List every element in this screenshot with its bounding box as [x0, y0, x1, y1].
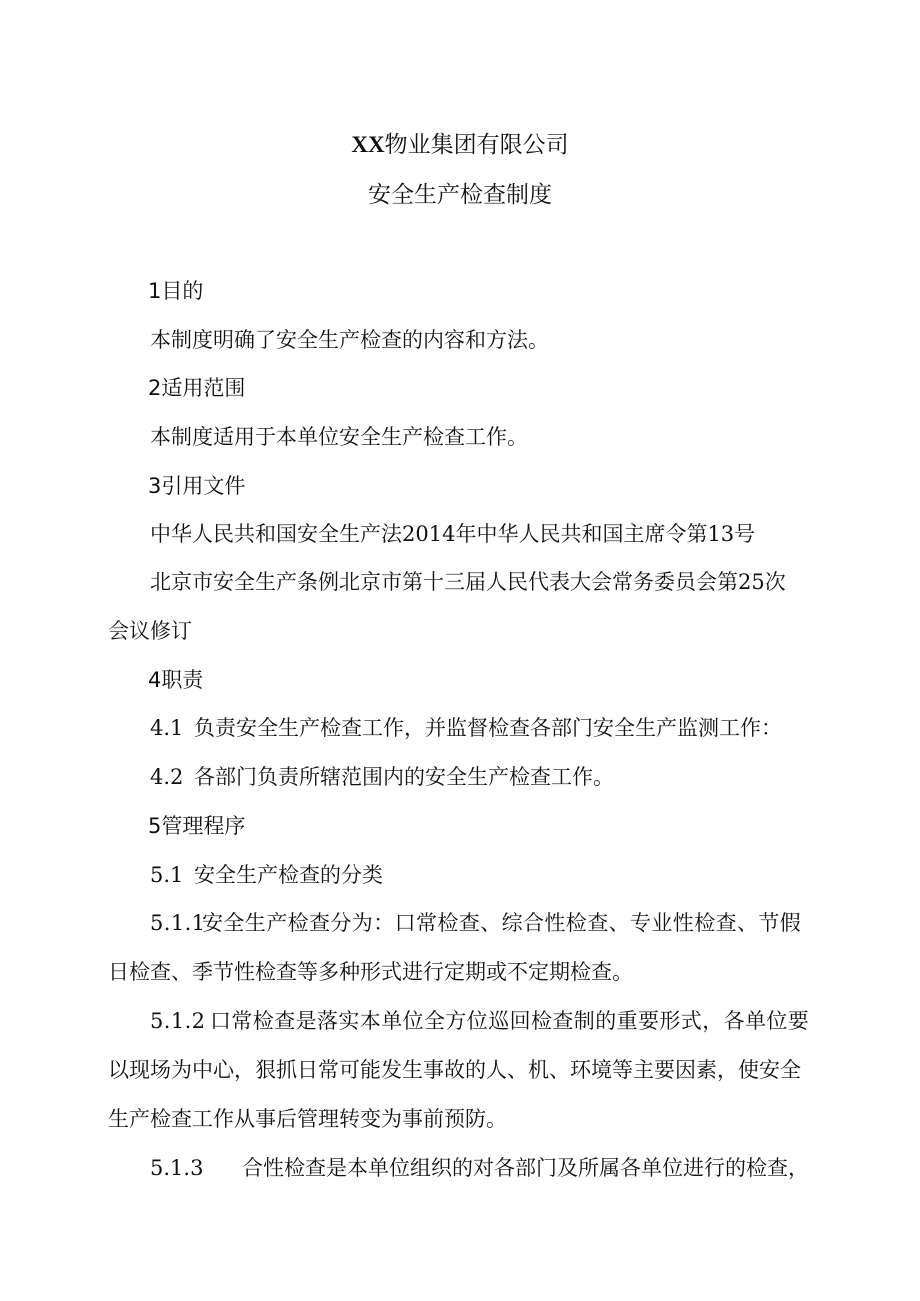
section-5-number: 5 [148, 814, 162, 838]
para-5-1-3-line-1 [150, 1153, 809, 1183]
item-4-2 [150, 762, 614, 792]
section-1-title: 目的 [161, 279, 204, 303]
subsection-5-1-number: 5.1 [150, 863, 184, 887]
para-5-1-2-line-3: 生产检查工作从事后管理转变为事前预防。 [108, 1107, 507, 1131]
para-5-1-1-line-1 [150, 908, 801, 938]
subsection-5-1 [150, 860, 383, 890]
section-2-title: 适用范围 [161, 376, 246, 400]
para-5-1-3-text: 合性检查是本单位组织的对各部门及所属各单位进行的检查， [242, 1156, 809, 1180]
section-2-number: 2 [148, 376, 162, 400]
para-5-1-1-line-2: 日检查、季节性检查等多种形式进行定期或不定期检查。 [108, 960, 633, 984]
item-4-2-number: 4.2 [150, 765, 184, 789]
item-4-1-text: 负责安全生产检查工作，并监督检查各部门安全生产监测工作： [194, 716, 782, 740]
company-name [0, 130, 920, 160]
section-4-title: 职责 [161, 668, 204, 692]
item-4-1 [150, 713, 782, 743]
subsection-5-1-title: 安全生产检查的分类 [194, 863, 383, 887]
section-3-heading [148, 471, 245, 501]
para-5-1-2-line-2: 以现场为中心，狠抓日常可能发生事故的人、机、环境等主要因素，使安全 [108, 1058, 801, 1082]
company-prefix: XX [351, 132, 385, 157]
para-5-1-3-number: 5.1.3 [150, 1156, 204, 1180]
section-5-title: 管理程序 [161, 814, 246, 838]
para-5-1-1-text: 安全生产检查分为：口常检查、综合性检查、专业性检查、节假 [202, 911, 802, 935]
reference-1: 中华人民共和国安全生产法2014年中华人民共和国主席令第13号 [150, 522, 756, 546]
section-4-number: 4 [148, 668, 162, 692]
section-1-body: 本制度明确了安全生产检查的内容和方法。 [150, 328, 549, 352]
item-4-1-number: 4.1 [150, 716, 184, 740]
section-1-number: 1 [148, 279, 162, 303]
section-3-number: 3 [148, 474, 162, 498]
section-1-heading [148, 276, 203, 306]
reference-2-line-1: 北京市安全生产条例北京市第十三届人民代表大会常务委员会第25次 [150, 570, 786, 594]
para-5-1-1-number: 5.1.1 [150, 911, 206, 935]
section-3-title: 引用文件 [161, 474, 246, 498]
section-2-body: 本制度适用于本单位安全生产检查工作。 [150, 425, 528, 449]
doc-title: 安全生产检查制度 [368, 182, 552, 208]
item-4-2-text: 各部门负责所辖范围内的安全生产检查工作。 [194, 765, 614, 789]
company-rest: 物业集团有限公司 [384, 132, 569, 158]
section-2-heading [148, 373, 245, 403]
para-5-1-2-text: 口常检查是落实本单位全方位巡回检查制的重要形式，各单位要 [210, 1009, 810, 1033]
para-5-1-2-line-1 [150, 1006, 809, 1036]
reference-2-line-2: 会议修订 [108, 619, 192, 643]
section-5-heading [148, 811, 245, 841]
section-4-heading [148, 665, 203, 695]
para-5-1-2-number: 5.1.2 [150, 1009, 206, 1033]
